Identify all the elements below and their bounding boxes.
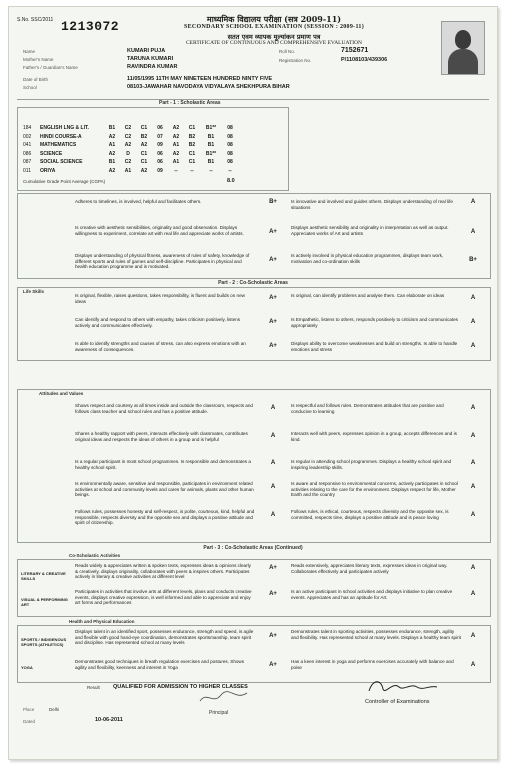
table-row	[23, 158, 283, 167]
certificate-serial-number: 1213072	[61, 19, 120, 34]
name-label: Name	[23, 49, 36, 54]
grade: --	[174, 167, 178, 174]
grade-right: A	[470, 433, 476, 439]
grade-right: A	[470, 343, 476, 349]
grade: B1	[207, 133, 215, 140]
certificate-sheet	[8, 6, 498, 760]
grade-right: A	[470, 512, 476, 518]
grade: C1	[140, 159, 148, 165]
descriptor-left: Displays talent in an identified sport, possesses endurance, strength and speed, is agile and flexible with good hand-eye coordination, demonstrates sportsmanship, team spirit and discipline. Has represented school at many levels	[75, 629, 254, 646]
grade-left: A	[270, 512, 276, 518]
date-of-birth: 11/05/1995 11TH MAY NINETEEN HUNDRED NINTY FIVE	[127, 76, 273, 82]
grade-point: 06	[157, 125, 163, 131]
roll-number: 7152671	[341, 47, 369, 54]
grade: A2	[108, 150, 116, 157]
descriptor-right: Reads extensively, appreciates literary texts, expresses ideas in original way. Collaborates effectively and participates actively	[291, 563, 448, 574]
descriptor-right: Is actively involved in physical education programmes, displays team work, motivation and co-ordination skills	[291, 253, 444, 264]
grade-right: B+	[469, 257, 477, 263]
descriptor-left: Follows rules, possesses honesty and self-respect, is polite, courteous, kind, helpful and responsible, respects diversity and the opposite sex and displays a positive attitude and spirit of citizenship.	[75, 509, 255, 526]
mother-name: TARUNA KUMARI	[127, 56, 174, 62]
descriptor-left: Adheres to timelines, is involved, helpful and facilitates others.	[75, 199, 202, 204]
table-row	[23, 141, 283, 150]
grade: C1	[188, 150, 196, 157]
controller-signature	[363, 675, 443, 699]
grade: A2	[140, 142, 148, 148]
date-label: Dated	[23, 719, 36, 724]
grade-point: 09	[157, 142, 163, 148]
health-pe-title: Health and Physical Education	[69, 619, 135, 624]
roll-number-label: Roll No.	[279, 49, 296, 54]
grade: C1	[140, 150, 148, 157]
mother-name-label: Mother's Name	[23, 57, 54, 62]
exam-title-hindi: माध्यमिक विद्यालय परीक्षा (सत्र 2009-11)	[206, 14, 342, 24]
descriptor-left: Is environmentally aware, sensitive and responsible, participates in environment related activities at school and community levels and cares for animals, plants and other human beings.	[75, 481, 254, 498]
descriptor-right: Is an active participant in school activities and displays initiative to plan creative events. Appreciates and has an aptitude for Art.	[291, 589, 453, 600]
issue-date: 10-06-2011	[95, 717, 123, 723]
descriptor-right: Displays ability to overcome weaknesses and build on strengths. Is able to handle emotions and stress	[291, 341, 458, 352]
grade: B2	[140, 133, 148, 140]
grade-left: A	[270, 433, 276, 439]
result-label: Result	[87, 685, 100, 690]
certificate-title-english: CERTIFICATE OF CONTINUOUS AND COMPREHENSIVE EVALUATION	[185, 40, 363, 46]
grade: A1	[108, 142, 116, 148]
exam-title-english: SECONDARY SCHOOL EXAMINATION (SESSION : 2009-11)	[183, 24, 365, 30]
subject-name: SOCIAL SCIENCE	[40, 159, 83, 165]
grade-point: 08	[227, 159, 233, 165]
activity-label: VISUAL & PERFORMING ART	[21, 597, 68, 607]
grade: A2	[124, 142, 132, 148]
co-scholastic-activities-title: Co-Scholastic Activities	[69, 553, 121, 558]
descriptor-right: Is original, can identify problems and analyse them. Can elaborate on ideas	[291, 293, 445, 298]
descriptor-left: Reads widely & appreciates written & spoken texts, expresses ideas & opinions clearly & creatively, displays originality, collaborates with peers & inspires others. Participates actively in literary & creative activities at different level	[75, 563, 251, 580]
subject-name: HINDI COURSE-A	[40, 133, 82, 140]
grade: A2	[108, 167, 116, 174]
grade-right: A	[470, 460, 476, 466]
grade-point: 07	[157, 133, 163, 140]
grade-right: A	[470, 565, 476, 571]
principal-label: Principal	[209, 710, 229, 716]
grade: A2	[108, 133, 116, 140]
grade: A2	[172, 125, 180, 131]
table-row	[23, 167, 283, 176]
certificate-title-hindi: सतत एवम व्यापक मूल्यांकन प्रमाण पत्र	[227, 33, 321, 41]
grade: B1	[207, 142, 215, 148]
registration-number: P/1108103/439306	[341, 57, 388, 63]
cgpa-label: Cumulative Grade Point Average (CGPA)	[23, 179, 106, 184]
descriptor-left: Is a regular participant in most school programmes. Is responsible and demonstrates a healthy school spirit.	[75, 459, 251, 470]
grade-left: A+	[269, 591, 277, 597]
grade-point: 08	[227, 142, 233, 148]
grade: C1	[188, 159, 196, 165]
descriptor-left: Shares a healthy rapport with peers, interacts effectively with classmates, contributes original ideas and respects the ideas of others in a group and is helpful	[75, 431, 248, 442]
grade-left: A+	[269, 633, 277, 639]
subject-code: 041	[23, 142, 32, 148]
grade-left: A+	[269, 662, 277, 668]
grade: --	[209, 167, 213, 174]
grade-point: 09	[157, 167, 163, 174]
descriptor-left: Shows respect and courtesy at all times inside and outside the classroom, respects and follows class teacher and school rules and has a positive attitude.	[75, 403, 253, 414]
grade-right: A	[470, 484, 476, 490]
grade: B1	[108, 159, 116, 165]
subject-code: 002	[23, 133, 32, 140]
grade: A1	[172, 142, 180, 148]
table-row	[23, 133, 283, 142]
grade: D	[126, 150, 130, 157]
registration-label: Registration No.	[279, 58, 312, 63]
grade: C2	[124, 125, 132, 131]
subject-name: SCIENCE	[40, 150, 63, 157]
activity-label: SPORTS / INDIGENOUS SPORTS (ATHLETICS)	[21, 637, 67, 647]
descriptor-left: Is creative with aesthetic sensibilities, originality and good observation. Displays willingness to experiment, correlate art with real life and appreciate works of artists.	[75, 225, 244, 236]
grade-right: A	[470, 295, 476, 301]
subject-code: 184	[23, 125, 32, 131]
subject-code: 011	[23, 167, 31, 174]
school-label: School	[23, 85, 37, 90]
grade: A1	[124, 167, 132, 174]
grade-right: A	[470, 319, 476, 325]
descriptor-right: Is respectful and follows rules. Demonstrates attitudes that are positive and conducive to learning	[291, 403, 444, 414]
grade-right: A	[470, 633, 476, 639]
attitudes-title: Attitudes and Values	[39, 391, 84, 396]
subject-code: 086	[23, 150, 32, 157]
part2-title: Part - 2 : Co-Scholastic Areas	[218, 280, 288, 286]
descriptor-right: Is aware and responsive to environmental concerns, actively participates in school activities relating to the care for the environment. Displays respect for life, Mother Earth and the country	[291, 481, 458, 498]
descriptor-left: Demonstrates good techniques in breath regulation exercises and postures. Shows agility and flexibility, keenness and interest in Yoga	[75, 659, 245, 670]
activity-label: LITERARY & CREATIVE SKILLS	[21, 571, 66, 581]
grade: A2	[172, 150, 180, 157]
father-name-label: Father's / Guardian's Name	[23, 65, 78, 70]
scholastic-subjects	[23, 124, 283, 175]
grade-left: A	[270, 460, 276, 466]
subject-code: 087	[23, 159, 32, 165]
table-row	[23, 150, 283, 159]
descriptor-right: Displays aesthetic sensibility and originality in interpretation as well as output. Appreciates works of Art and artists	[291, 225, 449, 236]
descriptor-left: Is able to identify strengths and causes of stress, can also express emotions with an awareness of consequences.	[75, 341, 246, 352]
descriptor-left: Participates in activities that involve arts at different levels, plans and conducts creative events, displays creative expression, is well informed and able to appreciate and enjoy art forms and performances	[75, 589, 252, 606]
grade-left: A+	[269, 295, 277, 301]
place-label: Place	[23, 707, 35, 712]
descriptor-left: Can identify and respond to others with empathy, takes criticism positively, listens actively and communicates effectively.	[75, 317, 241, 328]
grade: B2	[188, 142, 196, 148]
result-text: QUALIFIED FOR ADMISSION TO HIGHER CLASSES	[113, 684, 248, 690]
grade-right: A	[470, 662, 476, 668]
grade-right: A	[470, 591, 476, 597]
grade-left: A+	[269, 229, 277, 235]
descriptor-right: Is regular in attending school programmes. Displays a healthy school spirit and inspiring leadership skills.	[291, 459, 452, 470]
grade-left: A	[270, 405, 276, 411]
grade-right: A	[470, 229, 476, 235]
grade: B1**	[205, 150, 217, 157]
grade-point: 06	[157, 159, 163, 165]
subject-name: MATHEMATICS	[40, 142, 77, 148]
grade: A1	[172, 159, 180, 165]
dob-label: Date of Birth	[23, 77, 49, 82]
grade: B1	[108, 125, 116, 131]
grade-point: 08	[227, 125, 233, 131]
grade: C1	[188, 125, 196, 131]
grade-point: 06	[157, 150, 163, 157]
father-name: RAVINDRA KUMAR	[127, 64, 178, 70]
grade: A2	[140, 167, 148, 174]
descriptor-right: Is innovative and involved and guides others. Displays understanding of real life situations	[291, 199, 453, 210]
cgpa-value: 8.0	[227, 178, 235, 184]
descriptor-right: Is Empathetic, listens to others, responds positively to criticism and communicates appropriately	[291, 317, 458, 328]
student-name: KUMARI PUJA	[127, 48, 166, 54]
grade: --	[190, 167, 194, 174]
place-value: Delhi	[49, 707, 60, 712]
grade-left: A+	[269, 565, 277, 571]
controller-label: Controller of Examinations	[365, 699, 430, 705]
grade-point: --	[228, 167, 232, 174]
subject-name: ORIYA	[40, 167, 56, 174]
part1-title: Part - 1 : Scholastic Areas	[159, 100, 221, 106]
grade-right: A	[470, 199, 476, 205]
descriptor-right: Has a keen interest in yoga and performs exercises accurately with balance and poise	[291, 659, 454, 670]
student-photo	[441, 21, 485, 75]
grade: B1	[207, 159, 215, 165]
grade-left: A+	[269, 319, 277, 325]
grade-left: A+	[269, 257, 277, 263]
table-row	[23, 124, 283, 133]
grade: B1**	[205, 125, 217, 131]
grade-left: A+	[269, 343, 277, 349]
grade-right: A	[470, 405, 476, 411]
grade: B2	[188, 133, 196, 140]
grade: A2	[172, 133, 180, 140]
part3-title: Part - 3 : Co-Scholastic Areas (Continued)	[203, 545, 303, 551]
grade: C1	[140, 125, 148, 131]
descriptor-left: Displays understanding of physical fitness, awareness of rules of safety, knowledge of different sports and rules of games and self-discipline. Participates in physical and health education programme and is motivated.	[75, 253, 250, 270]
descriptor-right: Demonstrates talent in sporting activities, possesses endurance, strength, agility and flexibility. Has represented school at many levels. Displays a healthy team spirit	[291, 629, 461, 640]
grade: C2	[124, 159, 132, 165]
descriptor-right: Interacts well with peers, expresses opinion in a group, accepts differences and is kind.	[291, 431, 457, 442]
life-skills-title: Life Skills	[23, 289, 45, 294]
principal-signature	[195, 687, 255, 707]
activity-label: YOGA	[21, 665, 33, 670]
grade: C2	[124, 133, 132, 140]
grade-point: 08	[227, 150, 233, 157]
grade-left: A	[270, 484, 276, 490]
grade-left: B+	[269, 199, 277, 205]
descriptor-right: Follows rules, is ethical, courteous, respects diversity and the opposite sex, is committed, respects time, displays a positive attitude and is peace loving	[291, 509, 449, 520]
school-name: 08103-JAWAHAR NAVODAYA VIDYALAYA SHEKHPURA BIHAR	[127, 84, 290, 90]
serial-prefix: S.No. SSC/2011	[17, 17, 54, 23]
subject-name: ENGLISH LNG & LIT.	[40, 125, 89, 131]
grade-point: 08	[227, 133, 233, 140]
descriptor-left: Is original, flexible, raises questions, takes responsibility, is fluent and builds on new ideas	[75, 293, 245, 304]
